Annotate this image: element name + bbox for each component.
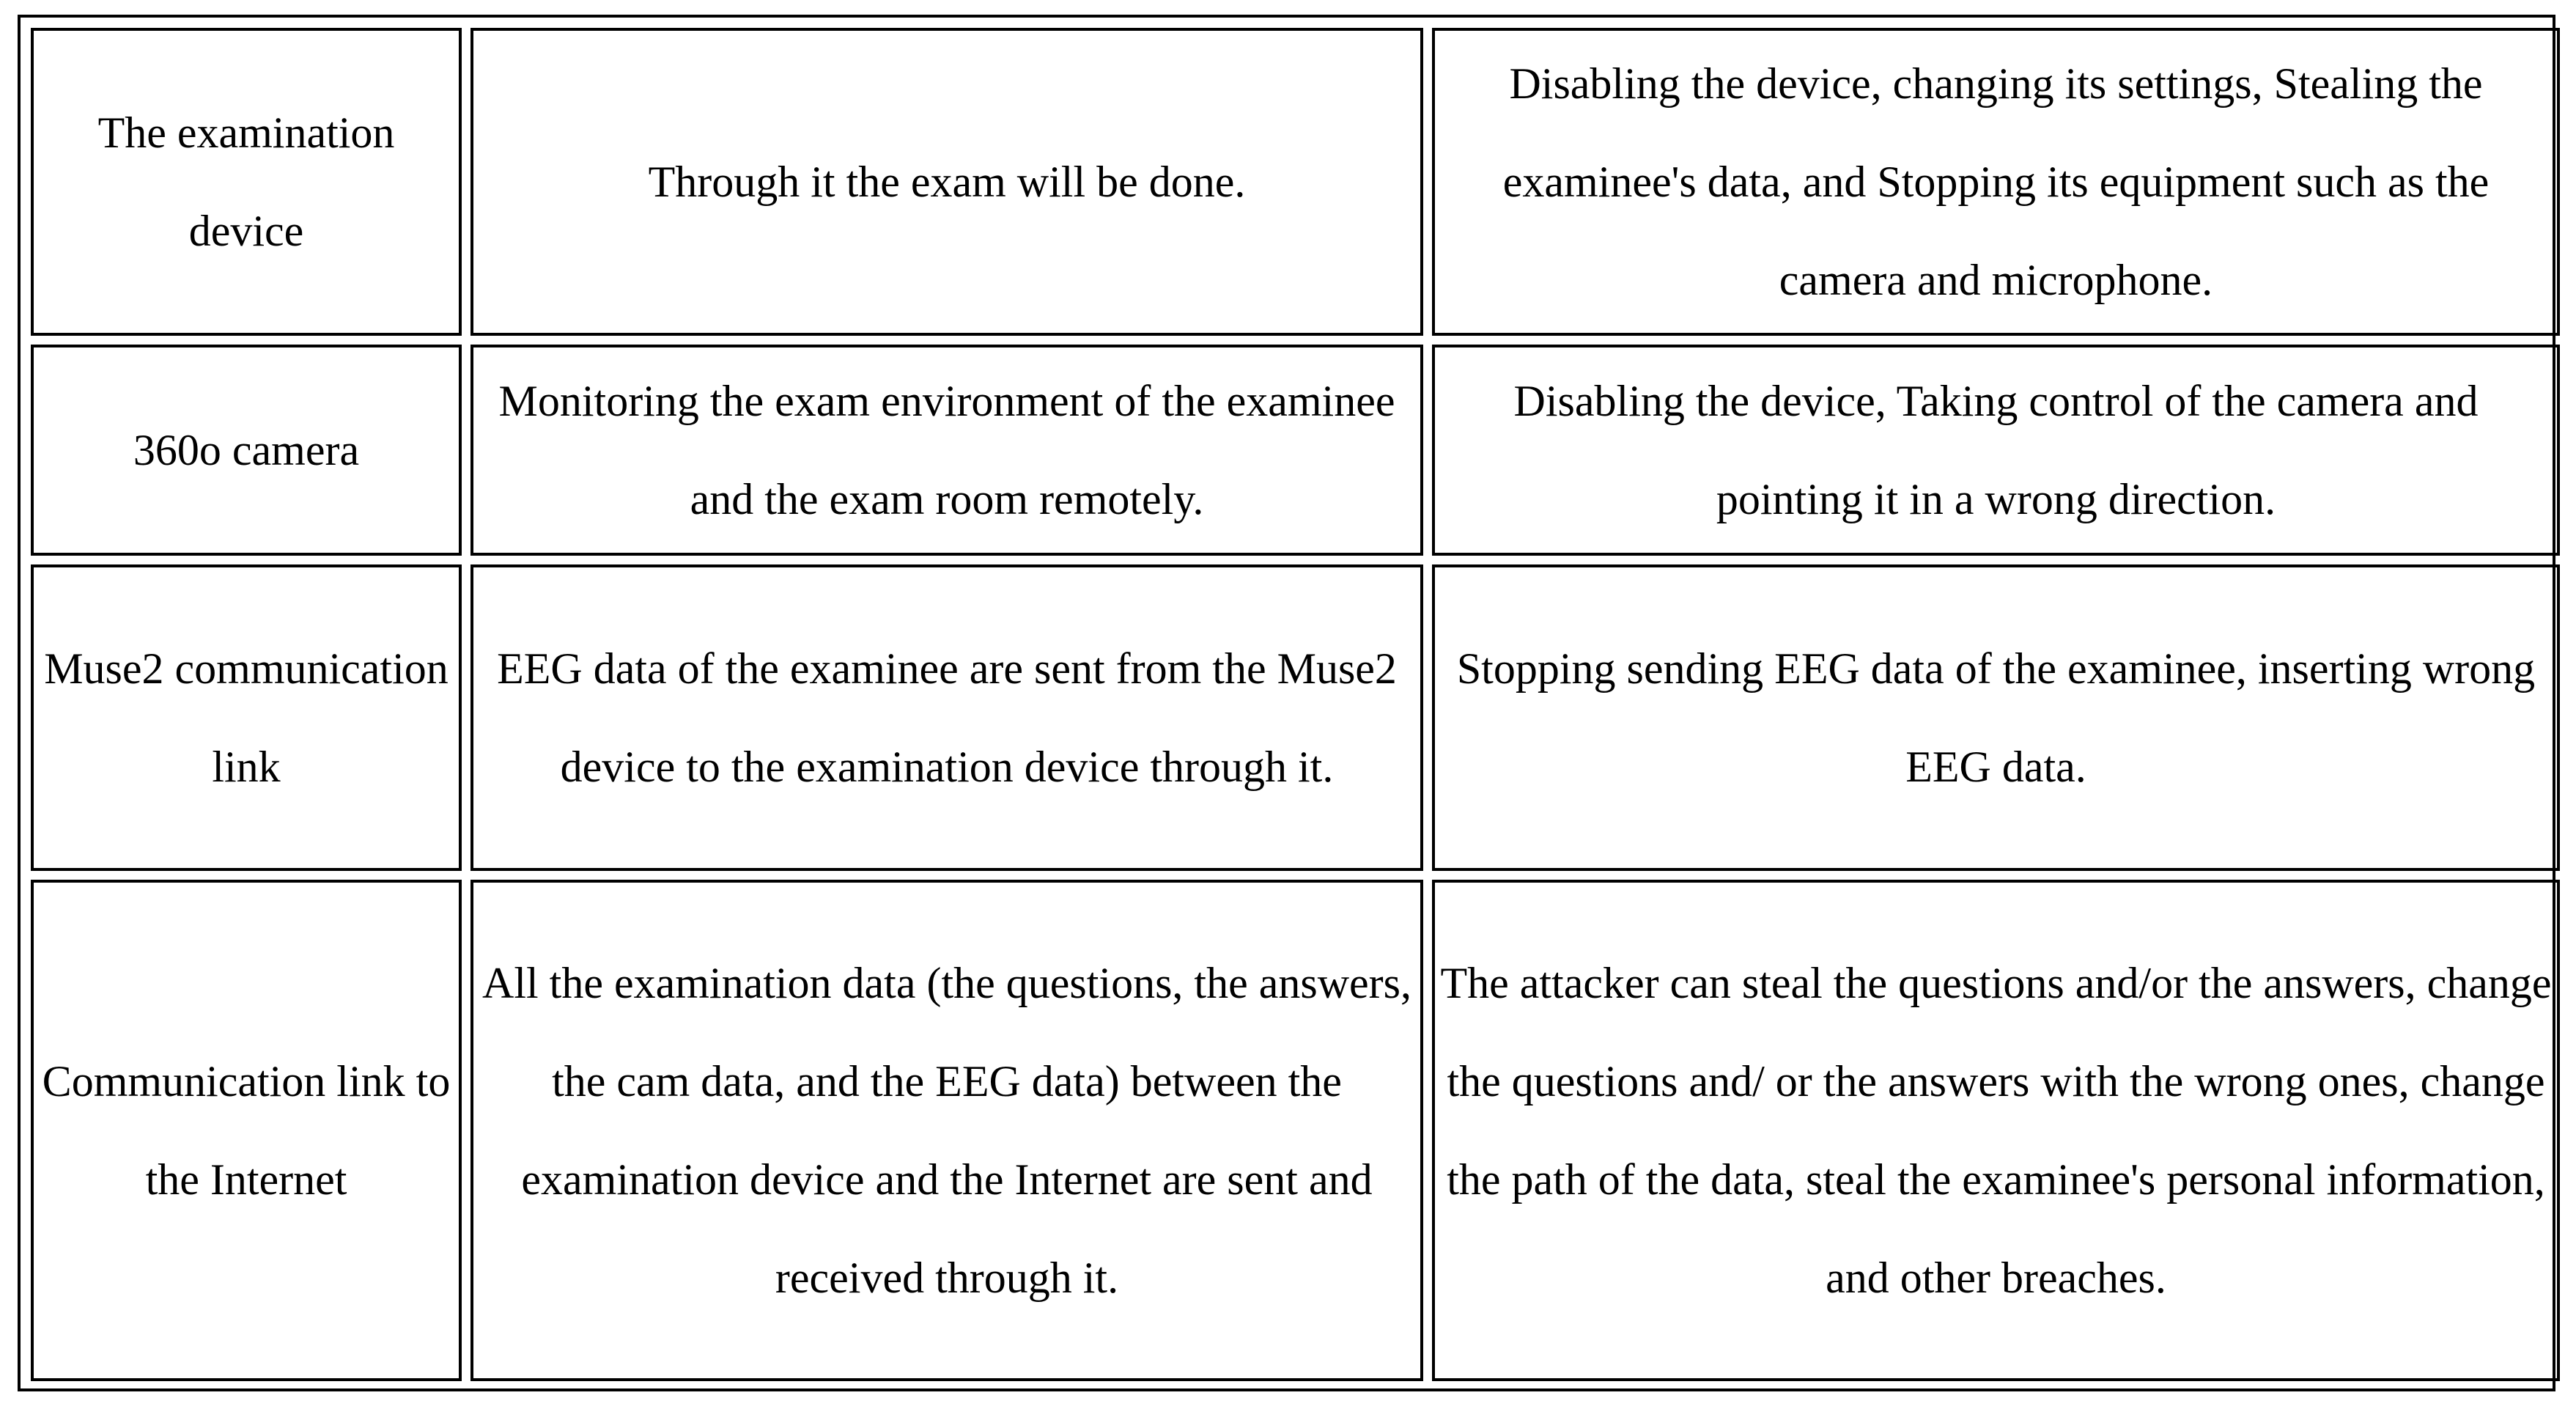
table-row	[31, 345, 2560, 556]
description-cell: Monitoring the exam environment of the examinee and the exam room remotely.	[470, 345, 1423, 556]
threats-cell: The attacker can steal the questions and/or the answers, change the questions and/ or the answers with the wrong ones, change the path of the data, steal the examinee's personal information, and other breaches.	[1432, 880, 2560, 1381]
threat-table	[22, 19, 2569, 1390]
threats-cell: Disabling the device, changing its settings, Stealing the examinee's data, and Stopping its equipment such as the camera and microphone.	[1432, 28, 2560, 336]
table-row	[31, 28, 2560, 336]
description-cell: Through it the exam will be done.	[470, 28, 1423, 336]
table-row	[31, 564, 2560, 871]
threats-cell: Disabling the device, Taking control of the camera and pointing it in a wrong direction.	[1432, 345, 2560, 556]
component-cell: The examination device	[31, 28, 462, 336]
component-cell: Muse2 communication link	[31, 564, 462, 871]
description-cell: EEG data of the examinee are sent from the Muse2 device to the examination device through it.	[470, 564, 1423, 871]
table-row	[31, 880, 2560, 1381]
component-cell: Communication link to the Internet	[31, 880, 462, 1381]
threats-cell: Stopping sending EEG data of the examinee, inserting wrong EEG data.	[1432, 564, 2560, 871]
description-cell: All the examination data (the questions, the answers, the cam data, and the EEG data) between the examination device and the Internet are sent and received through it.	[470, 880, 1423, 1381]
component-cell: 360o camera	[31, 345, 462, 556]
